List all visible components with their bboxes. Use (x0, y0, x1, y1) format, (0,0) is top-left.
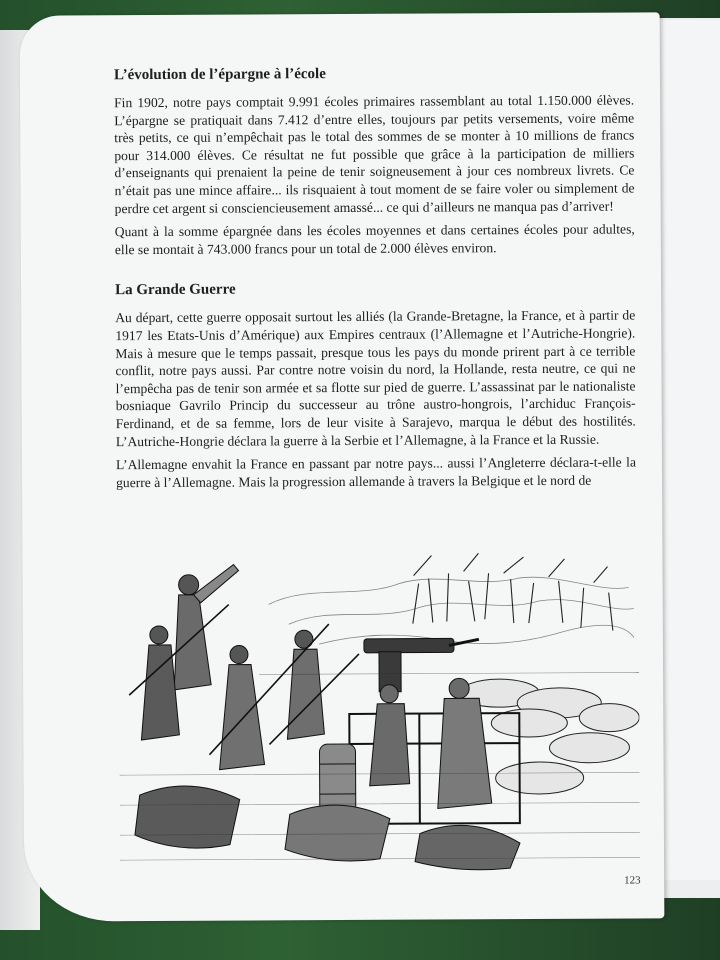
book-page (20, 12, 665, 921)
section-title-grande-guerre: La Grande Guerre (115, 281, 236, 299)
page-content (114, 64, 636, 497)
page-number: 123 (624, 874, 641, 887)
paragraph-epargne-1: Fin 1902, notre pays comptait 9.991 écoles primaires rassemblant au total 1.150.000 élèves. L’épargne se pratiquait dans 7.412 d’entre elles, toujours par petits versements, voire même très petits, ce qui n’empêchait pas le total des sommes de se monter à 10 millions de francs pour 314.000 élèves. Ce résultat ne fut possible que grâce à la participation de milliers d’enseignants qui prenaient la peine de tenir soigneusement à jour ces nombreux livrets. Ce n’était pas une mince affaire... ils risquaient à tout moment de se faire voler ou simplement de perdre cet argent si consciencieusement amassé... ce qui d’ailleurs ne manqua pas d’arriver! (114, 92, 635, 216)
paragraph-epargne-2: Quant à la somme épargnée dans les écoles moyennes et dans certaines écoles pour adultes, elle se montait à 743.000 francs pour un total de 2.000 élèves environ. (114, 221, 635, 257)
section-title-epargne: L’évolution de l’épargne à l’école (113, 66, 326, 84)
paragraph-guerre-1: Au départ, cette guerre opposait surtout les alliés (la Grande-Bretagne, la France, et à partir de 1917 les Etats-Unis d’Amérique) aux Empires centraux (l’Allemagne et l’Autriche-Hongrie). Mais à mesure que le temps passait, presque tous les pays du monde prirent part à ce terrible conflit, notre pays aussi. Par contre notre voisin du nord, la Hollande, resta neutre, ce qui ne l’empêcha pas de tenir son armée et sa flotte sur pied de guerre. L’assassinat par le nationaliste bosniaque Gavrilo Princip du successeur au trône austro-hongrois, l’archiduc François-Ferdinand, et de sa femme, lors de leur visite à Sarajevo, marqua le début des hostilités. L’Autriche-Hongrie déclara la guerre à la Serbie et l’Allemagne, à la France et la Russie. (115, 307, 636, 449)
trench-battle-illustration (118, 542, 640, 875)
paragraph-guerre-2: L’Allemagne envahit la France en passant par notre pays... aussi l’Angleterre déclara-t-elle la guerre à l’Allemagne. Mais la progression allemande à travers la Belgique et le nord de (115, 454, 637, 490)
